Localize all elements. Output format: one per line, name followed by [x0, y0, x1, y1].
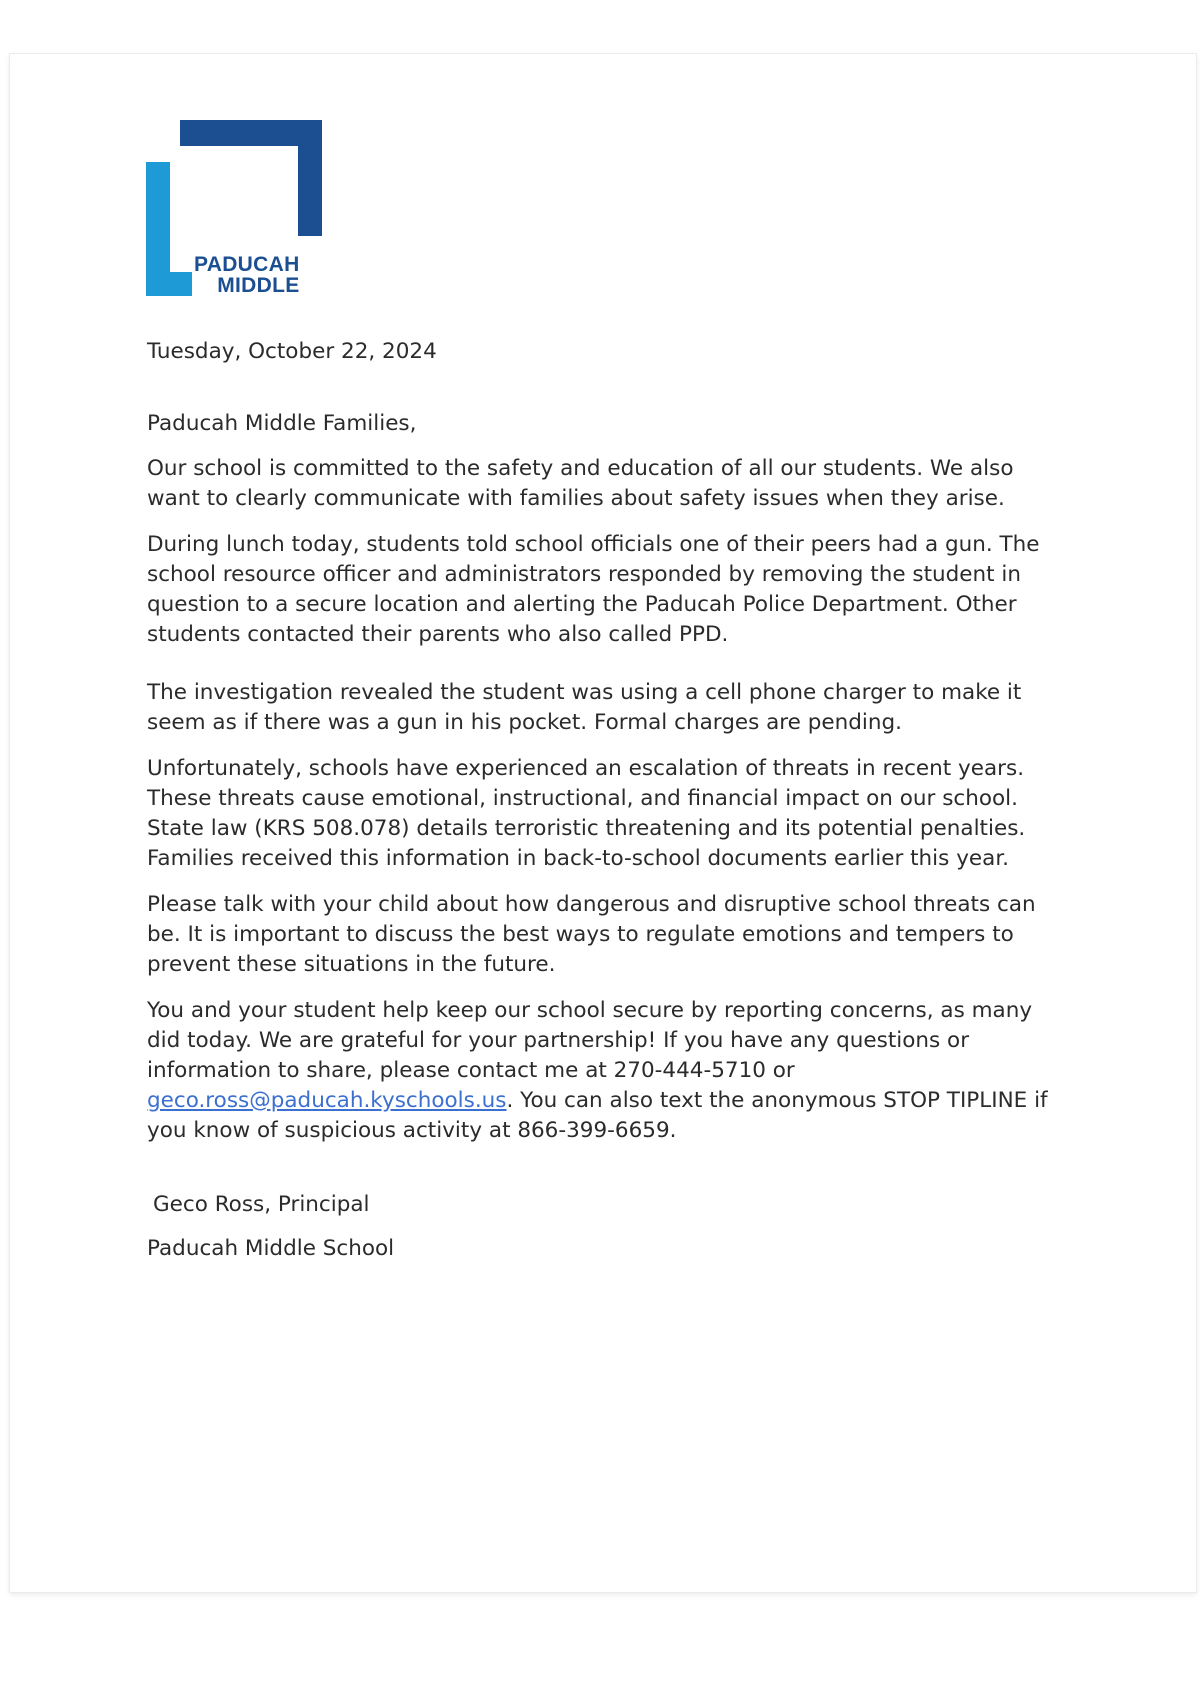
paragraph-threats: Unfortunately, schools have experienced an escalation of threats in recent years. These threats cause emotional, instructional, and financial impact on our school. State law (KRS 508.078) details terroristic threatening and its potential penalties. Families received this information in back-to-school documents earlier this year. — [147, 756, 1026, 871]
paragraph-contact — [147, 996, 1067, 1146]
signature-name: Geco Ross, Principal — [153, 1192, 370, 1217]
principal-email-link[interactable]: geco.ross@paducah.kyschools.us — [147, 1088, 507, 1113]
letter-body — [147, 337, 1067, 1264]
signature-school: Paducah Middle School — [147, 1236, 395, 1261]
contact-text-after: . You can also text the anonymous STOP TIPLINE if you know of suspicious activity at 866-399-6659. — [147, 1088, 1048, 1143]
contact-text-before: You and your student help keep our school secure by reporting concerns, as many did today. We are grateful for your partnership! If you have any questions or information to share, please contact me at 270-444-5710 or — [147, 998, 1033, 1083]
paragraph-incident: During lunch today, students told school officials one of their peers had a gun. The school resource officer and administrators responded by removing the student in question to a secure location and alerting the Paducah Police Department. Other students contacted their parents who also called PPD. — [147, 532, 1040, 647]
paragraph-investigation: The investigation revealed the student was using a cell phone charger to make it seem as if there was a gun in his pocket. Formal charges are pending. — [147, 680, 1022, 735]
logo-light-bracket — [146, 162, 192, 296]
logo-line-1: PADUCAH — [194, 253, 300, 276]
logo-wordmark — [194, 254, 300, 296]
paragraph-commitment: Our school is committed to the safety and education of all our students. We also want to clearly communicate with families about safety issues when they arise. — [147, 456, 1014, 511]
letter-date: Tuesday, October 22, 2024 — [147, 339, 437, 364]
logo-line-2: MIDDLE — [217, 274, 300, 297]
logo-dark-bracket — [180, 120, 322, 236]
paragraph-talk-with-child: Please talk with your child about how dangerous and disruptive school threats can be. It is important to discuss the best ways to regulate emotions and tempers to prevent these situations in the future. — [147, 892, 1036, 977]
letter-greeting: Paducah Middle Families, — [147, 411, 417, 436]
